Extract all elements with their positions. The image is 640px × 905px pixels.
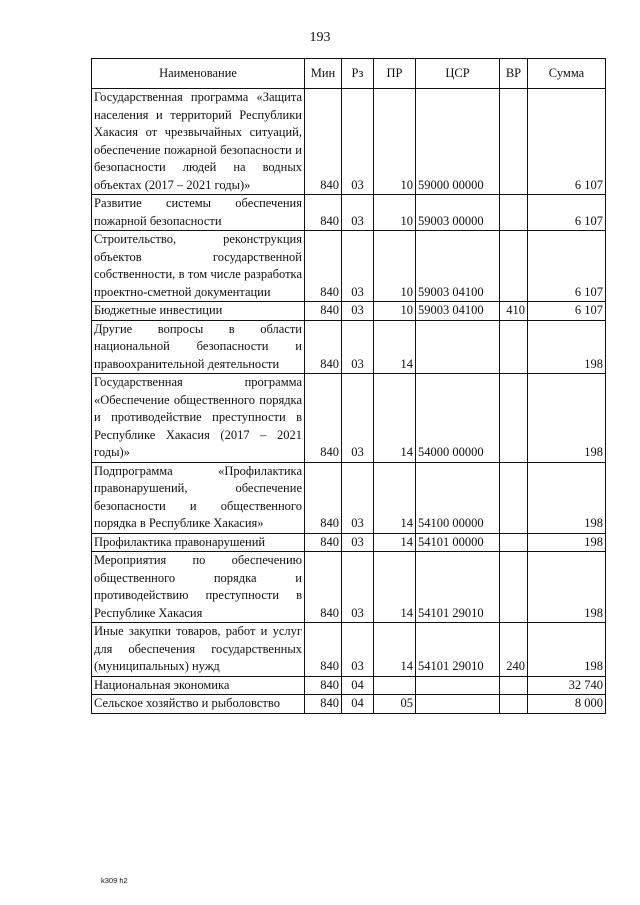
- cell-sum: 198: [528, 374, 606, 463]
- cell-vr: [500, 231, 528, 302]
- cell-min: 840: [305, 195, 342, 231]
- header-min: Мин: [305, 59, 342, 89]
- cell-pr: 14: [374, 462, 416, 533]
- cell-name: Развитие системы обеспечения пожарной безопасности: [92, 195, 305, 231]
- cell-min: 840: [305, 462, 342, 533]
- cell-sum: 6 107: [528, 195, 606, 231]
- cell-name: Бюджетные инвестиции: [92, 302, 305, 321]
- header-rz: Рз: [342, 59, 374, 89]
- cell-pr: 14: [374, 552, 416, 623]
- table-row: [92, 552, 606, 623]
- cell-csr: 59003 00000: [416, 195, 500, 231]
- cell-sum: 6 107: [528, 231, 606, 302]
- cell-min: 840: [305, 231, 342, 302]
- cell-vr: [500, 89, 528, 195]
- table-row: [92, 374, 606, 463]
- cell-name: Государственная программа «Обеспечение общественного порядка и противодействие преступности в Республике Хакасия (2017 – 2021 годы)»: [92, 374, 305, 463]
- cell-min: 840: [305, 533, 342, 552]
- cell-min: 840: [305, 623, 342, 677]
- table-row: [92, 695, 606, 714]
- cell-csr: 54100 00000: [416, 462, 500, 533]
- cell-sum: 8 000: [528, 695, 606, 714]
- cell-csr: [416, 676, 500, 695]
- table-row: [92, 462, 606, 533]
- cell-pr: 05: [374, 695, 416, 714]
- cell-min: 840: [305, 676, 342, 695]
- cell-rz: 03: [342, 533, 374, 552]
- table-row: [92, 231, 606, 302]
- cell-pr: 14: [374, 374, 416, 463]
- cell-min: 840: [305, 302, 342, 321]
- cell-csr: 59003 04100: [416, 302, 500, 321]
- cell-sum: 32 740: [528, 676, 606, 695]
- cell-csr: 54101 29010: [416, 623, 500, 677]
- cell-name: Национальная экономика: [92, 676, 305, 695]
- cell-csr: 59000 00000: [416, 89, 500, 195]
- cell-name: Другие вопросы в области национальной безопасности и правоохранительной деятельности: [92, 320, 305, 374]
- cell-rz: 03: [342, 89, 374, 195]
- cell-vr: 410: [500, 302, 528, 321]
- cell-pr: 14: [374, 320, 416, 374]
- cell-pr: 14: [374, 533, 416, 552]
- header-name: Наименование: [92, 59, 305, 89]
- header-pr: ПР: [374, 59, 416, 89]
- cell-pr: 10: [374, 302, 416, 321]
- header-csr: ЦСР: [416, 59, 500, 89]
- cell-name: Государственная программа «Защита населения и территорий Республики Хакасия от чрезвычайных ситуаций, обеспечение пожарной безопасности и безопасности людей на водных объектах (2017 – 2021 годы)»: [92, 89, 305, 195]
- cell-name: Мероприятия по обеспечению общественного порядка и противодействию преступности в Республике Хакасия: [92, 552, 305, 623]
- cell-vr: 240: [500, 623, 528, 677]
- cell-sum: 6 107: [528, 302, 606, 321]
- header-vr: ВР: [500, 59, 528, 89]
- cell-rz: 03: [342, 302, 374, 321]
- cell-name: Сельское хозяйство и рыболовство: [92, 695, 305, 714]
- cell-sum: 198: [528, 552, 606, 623]
- cell-sum: 198: [528, 320, 606, 374]
- cell-name: Строительство, реконструкция объектов государственной собственности, в том числе разработка проектно-сметной документации: [92, 231, 305, 302]
- cell-csr: 59003 04100: [416, 231, 500, 302]
- budget-table: [91, 58, 606, 714]
- cell-sum: 6 107: [528, 89, 606, 195]
- cell-rz: 04: [342, 676, 374, 695]
- cell-rz: 03: [342, 320, 374, 374]
- table-row: [92, 533, 606, 552]
- cell-min: 840: [305, 89, 342, 195]
- cell-min: 840: [305, 320, 342, 374]
- cell-vr: [500, 676, 528, 695]
- cell-min: 840: [305, 374, 342, 463]
- cell-name: Иные закупки товаров, работ и услуг для обеспечения государственных (муниципальных) нужд: [92, 623, 305, 677]
- cell-name: Подпрограмма «Профилактика правонарушений, обеспечение безопасности и общественного порядка в Республике Хакасия»: [92, 462, 305, 533]
- cell-vr: [500, 320, 528, 374]
- footer-code: k309 h2: [101, 876, 128, 885]
- cell-vr: [500, 533, 528, 552]
- table-row: [92, 89, 606, 195]
- table-body: [92, 89, 606, 714]
- table-row: [92, 320, 606, 374]
- cell-pr: 10: [374, 89, 416, 195]
- cell-sum: 198: [528, 533, 606, 552]
- table-row: [92, 676, 606, 695]
- cell-min: 840: [305, 695, 342, 714]
- page-number: 193: [309, 30, 331, 45]
- cell-rz: 03: [342, 195, 374, 231]
- table-row: [92, 302, 606, 321]
- cell-csr: 54101 00000: [416, 533, 500, 552]
- cell-rz: 03: [342, 623, 374, 677]
- cell-vr: [500, 195, 528, 231]
- cell-rz: 03: [342, 231, 374, 302]
- cell-pr: [374, 676, 416, 695]
- table-header-row: [92, 59, 606, 89]
- header-sum: Сумма: [528, 59, 606, 89]
- table-row: [92, 623, 606, 677]
- cell-rz: 03: [342, 462, 374, 533]
- cell-min: 840: [305, 552, 342, 623]
- cell-csr: [416, 320, 500, 374]
- cell-pr: 10: [374, 231, 416, 302]
- cell-sum: 198: [528, 623, 606, 677]
- table-row: [92, 195, 606, 231]
- cell-vr: [500, 695, 528, 714]
- cell-name: Профилактика правонарушений: [92, 533, 305, 552]
- cell-csr: [416, 695, 500, 714]
- cell-csr: 54000 00000: [416, 374, 500, 463]
- cell-rz: 04: [342, 695, 374, 714]
- cell-pr: 14: [374, 623, 416, 677]
- cell-vr: [500, 552, 528, 623]
- cell-sum: 198: [528, 462, 606, 533]
- cell-vr: [500, 374, 528, 463]
- cell-pr: 10: [374, 195, 416, 231]
- cell-rz: 03: [342, 552, 374, 623]
- cell-rz: 03: [342, 374, 374, 463]
- cell-vr: [500, 462, 528, 533]
- cell-csr: 54101 29010: [416, 552, 500, 623]
